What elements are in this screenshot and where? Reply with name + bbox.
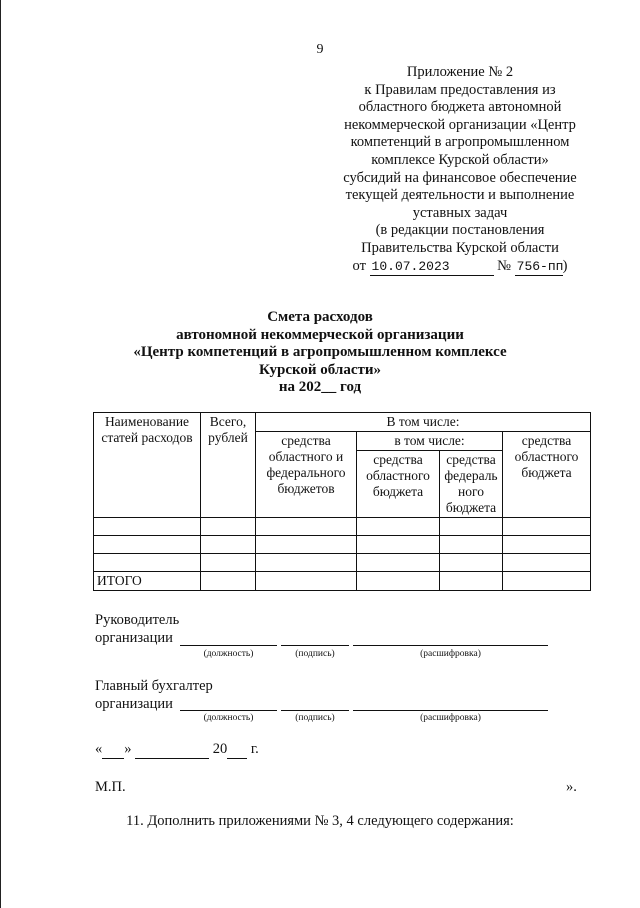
- accountant-decoding-blank: [353, 710, 548, 711]
- title-line: автономной некоммерческой организации: [176, 326, 464, 343]
- caption-signature: (подпись): [295, 649, 335, 659]
- title-line: Курской области»: [258, 361, 382, 378]
- header-total: Всего, рублей: [201, 413, 256, 518]
- closing-quote: ».: [566, 779, 577, 795]
- appendix-date-line: [318, 258, 602, 277]
- day-blank: [102, 741, 124, 759]
- head-decoding-blank: [353, 645, 548, 646]
- close-paren: ): [562, 257, 568, 274]
- document-title: [0, 309, 640, 397]
- caption-decoding: (расшифровка): [420, 649, 481, 659]
- appendix-header: [318, 64, 602, 276]
- caption-position: (должность): [203, 649, 254, 659]
- number-prefix: №: [497, 257, 512, 274]
- caption-decoding: (расшифровка): [420, 713, 481, 723]
- header-in-that: в том числе:: [357, 432, 503, 451]
- accountant-position-blank: [180, 710, 277, 711]
- appendix-line: субсидий на финансовое обеспечение: [343, 169, 577, 186]
- expense-table: [93, 412, 591, 591]
- accountant-label-line2: организации: [95, 696, 173, 712]
- head-position-blank: [180, 645, 277, 646]
- header-regional: средства областного бюджета: [357, 451, 440, 518]
- header-regional-only: средства областного бюджета: [503, 432, 591, 518]
- year-blank: [227, 741, 247, 759]
- appendix-line: текущей деятельности и выполнение: [345, 187, 575, 204]
- appendix-line: некоммерческой организации «Центр: [344, 116, 576, 133]
- month-blank: [135, 741, 209, 759]
- stamp-place: М.П.: [95, 779, 126, 795]
- table-row: [94, 554, 591, 572]
- appendix-line: Правительства Курской области: [361, 239, 559, 256]
- header-fed-and-regional: средства областного и федерального бюджетов: [256, 432, 357, 518]
- title-line: на 202__ год: [278, 379, 362, 395]
- year-suffix: г.: [250, 741, 259, 757]
- appendix-line: Приложение № 2: [406, 64, 514, 80]
- accountant-signature-blank: [281, 710, 349, 711]
- title-line: Смета расходов: [267, 309, 373, 325]
- appendix-line: комплексе Курской области»: [371, 151, 549, 168]
- decree-date: 10.07.2023: [370, 258, 494, 277]
- total-label: ИТОГО: [94, 572, 201, 591]
- table-row-total: [94, 572, 591, 591]
- table-row: [94, 518, 591, 536]
- date-prefix: от: [352, 257, 366, 274]
- close-quote: »: [124, 741, 132, 757]
- header-federal: средства федераль ного бюджета: [440, 451, 503, 518]
- header-item-names: Наименование статей расходов: [94, 413, 201, 518]
- head-signature-blank: [281, 645, 349, 646]
- caption-position: (должность): [203, 713, 254, 723]
- appendix-line: уставных задач: [412, 204, 508, 221]
- head-label-line2: организации: [95, 630, 173, 646]
- appendix-line: областного бюджета автономной: [358, 99, 562, 116]
- table-row: [94, 536, 591, 554]
- caption-signature: (подпись): [295, 713, 335, 723]
- decree-number: 756-пп: [515, 258, 563, 277]
- year-prefix: 20: [212, 741, 228, 757]
- date-line: [95, 741, 259, 759]
- header-in-total: В том числе:: [256, 413, 591, 432]
- head-label-line1: Руководитель: [95, 612, 180, 628]
- open-quote: «: [95, 741, 103, 757]
- appendix-line: к Правилам предоставления из: [364, 81, 556, 98]
- appendix-line: компетенций в агропромышленном: [350, 134, 570, 151]
- accountant-label-line1: Главный бухгалтер: [95, 678, 213, 694]
- appendix-line: (в редакции постановления: [375, 222, 545, 239]
- page-number: 9: [316, 42, 324, 57]
- footer-paragraph: 11. Дополнить приложениями № 3, 4 следующего содержания:: [126, 813, 514, 829]
- page-edge-line: [0, 0, 1, 908]
- title-line: «Центр компетенций в агропромышленном комплексе: [133, 344, 507, 360]
